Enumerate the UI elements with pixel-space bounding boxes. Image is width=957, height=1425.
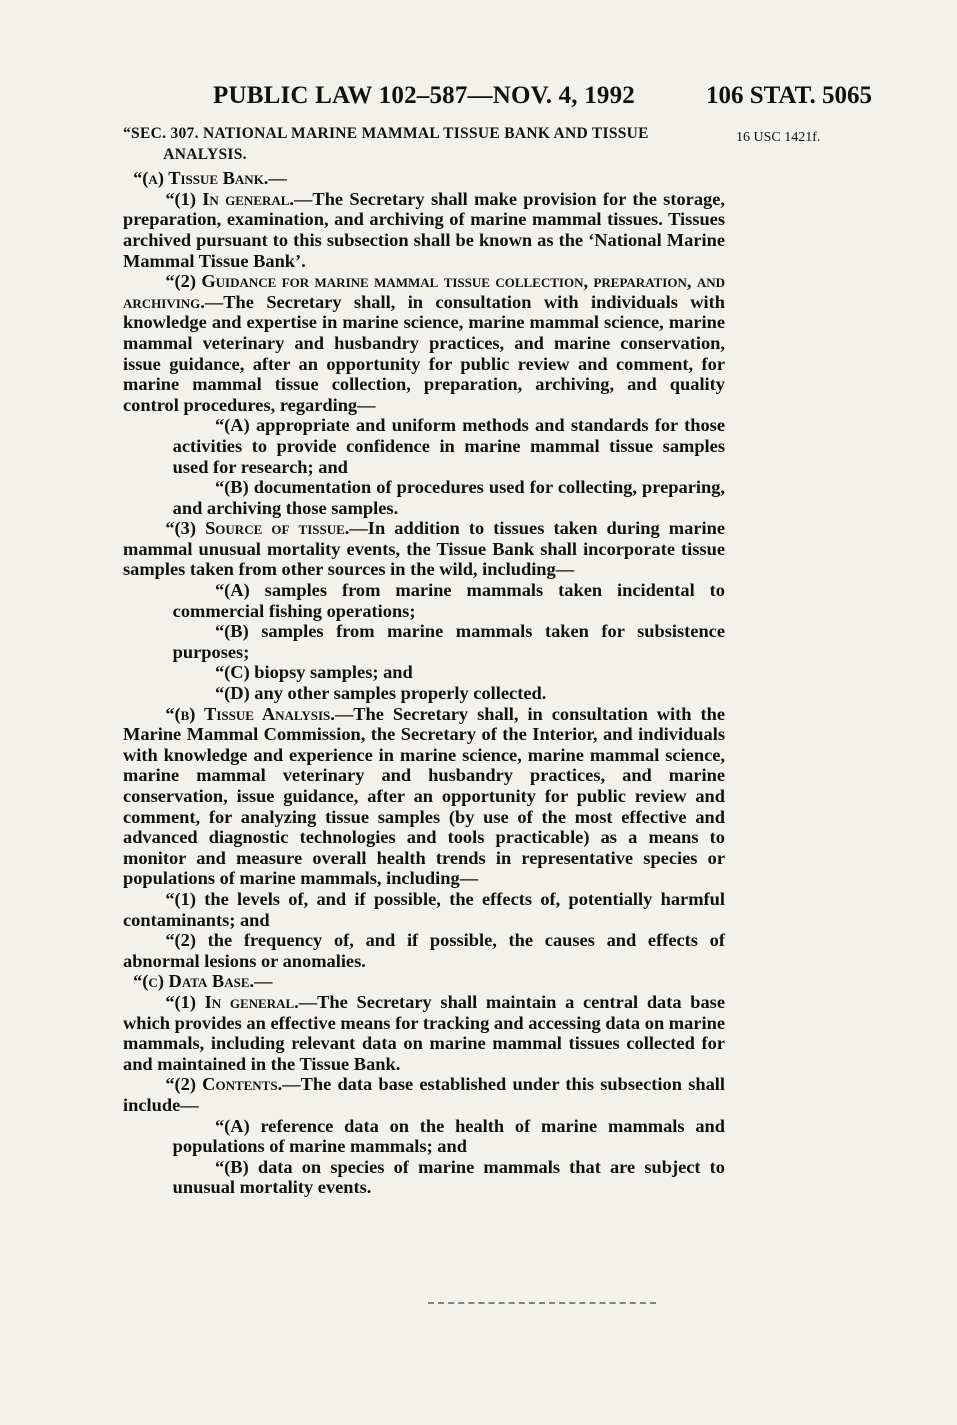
subsection-b-item-1: “(1) the levels of, and if possible, the effects of, potentially harmful contaminants; and xyxy=(123,888,725,930)
paragraph-a3-item-a: “(A) samples from marine mammals taken incidental to commercial fishing operations; xyxy=(172,580,725,621)
paragraph-a3-text: —In addition to tissues taken during marine mammal unusual mortality events, the Tissue Bank shall incorporate tissue samples taken from other sources in the wild, including— xyxy=(123,518,725,580)
subsection-a-heading-text: “(a) Tissue Bank.— xyxy=(133,168,287,189)
paragraph-c2 xyxy=(123,1074,725,1115)
paragraph-a2-heading: “(2) Guidance for marine mammal tissue collection, preparation, and archiving. xyxy=(123,271,725,312)
paragraph-a2-item-a: “(A) appropriate and uniform methods and standards for those activities to provide confidence in marine mammal tissue samples used for research; and xyxy=(172,415,725,477)
paragraph-a1-text: —The Secretary shall make provision for the storage, preparation, examination, and archiving of marine mammal tissues. Tissues archived pursuant to this subsection shall be known as the ‘National Marine Mammal Tissue Bank’. xyxy=(123,188,725,271)
paragraph-a1-heading: “(1) In general. xyxy=(165,188,295,209)
paragraph-a3-item-c: “(C) biopsy samples; and xyxy=(214,662,413,683)
section-body xyxy=(123,124,725,1198)
paragraph-c2-item-b: “(B) data on species of marine mammals that are subject to unusual mortality events. xyxy=(172,1156,725,1198)
running-header-stat: 106 STAT. 5065 xyxy=(706,82,872,109)
subsection-c-heading xyxy=(123,971,725,992)
paragraph-a2-item-b: “(B) documentation of procedures used for collecting, preparing, and archiving those samples. xyxy=(172,477,725,518)
paragraph-a3 xyxy=(123,518,725,580)
running-header-law: PUBLIC LAW 102–587—NOV. 4, 1992 xyxy=(213,82,635,109)
paragraph-c2-text: —The data base established under this subsection shall include— xyxy=(123,1074,725,1115)
subsection-a-heading xyxy=(123,168,725,189)
paragraph-c1 xyxy=(123,992,725,1074)
subsection-b-item-2: “(2) the frequency of, and if possible, the causes and effects of abnormal lesions or anomalies. xyxy=(123,930,725,971)
paragraph-a3-item-d: “(D) any other samples properly collected. xyxy=(214,683,547,704)
paragraph-a2 xyxy=(123,271,725,415)
margin-citation: 16 USC 1421f. xyxy=(736,130,821,145)
paragraph-c2-item-a: “(A) reference data on the health of marine mammals and populations of marine mammals; and xyxy=(172,1115,725,1157)
subsection-b xyxy=(123,704,725,889)
paragraph-c1-heading: “(1) In general. xyxy=(165,991,299,1012)
paragraph-a2-text: —The Secretary shall, in consultation with individuals with knowledge and expertise in marine science, marine mammal science, marine mammal veterinary and husbandry practices, and marine conservation, issue guidance, after an opportunity for public review and comment, for marine mammal tissue collection, preparation, archiving, and quality control procedures, regarding— xyxy=(123,291,725,415)
subsection-c-heading-text: “(c) Data Base.— xyxy=(133,971,273,992)
paragraph-a3-item-b: “(B) samples from marine mammals taken for subsistence purposes; xyxy=(172,621,725,662)
section-title: “SEC. 307. NATIONAL MARINE MAMMAL TISSUE BANK AND TISSUE ANALYSIS. xyxy=(123,125,649,163)
subsection-b-text: —The Secretary shall, in consultation with the Marine Mammal Commission, the Secretary of the Interior, and individuals with knowledge and experience in marine science, marine mammal science, marine mammal veterinary and husbandry practices, and marine conservation, issue guidance, after an opportunity for public review and comment, for analyzing tissue samples (by use of the most effective and advanced diagnostic technologies and tools practicable) as a means to monitor and measure overall health trends in representative species or populations of marine mammals, including— xyxy=(123,703,725,889)
paragraph-a3-heading: “(3) Source of tissue. xyxy=(165,518,350,539)
subsection-b-heading: “(b) Tissue Analysis. xyxy=(165,703,335,724)
paragraph-c2-heading: “(2) Contents. xyxy=(165,1074,283,1095)
paragraph-a1 xyxy=(123,189,725,271)
paragraph-c1-text: —The Secretary shall maintain a central data base which provides an effective means for tracking and accessing data on marine mammals, including relevant data on marine mammal tissues collected for and maintained in the Tissue Bank. xyxy=(123,991,725,1074)
page-end-rule xyxy=(428,1302,656,1304)
